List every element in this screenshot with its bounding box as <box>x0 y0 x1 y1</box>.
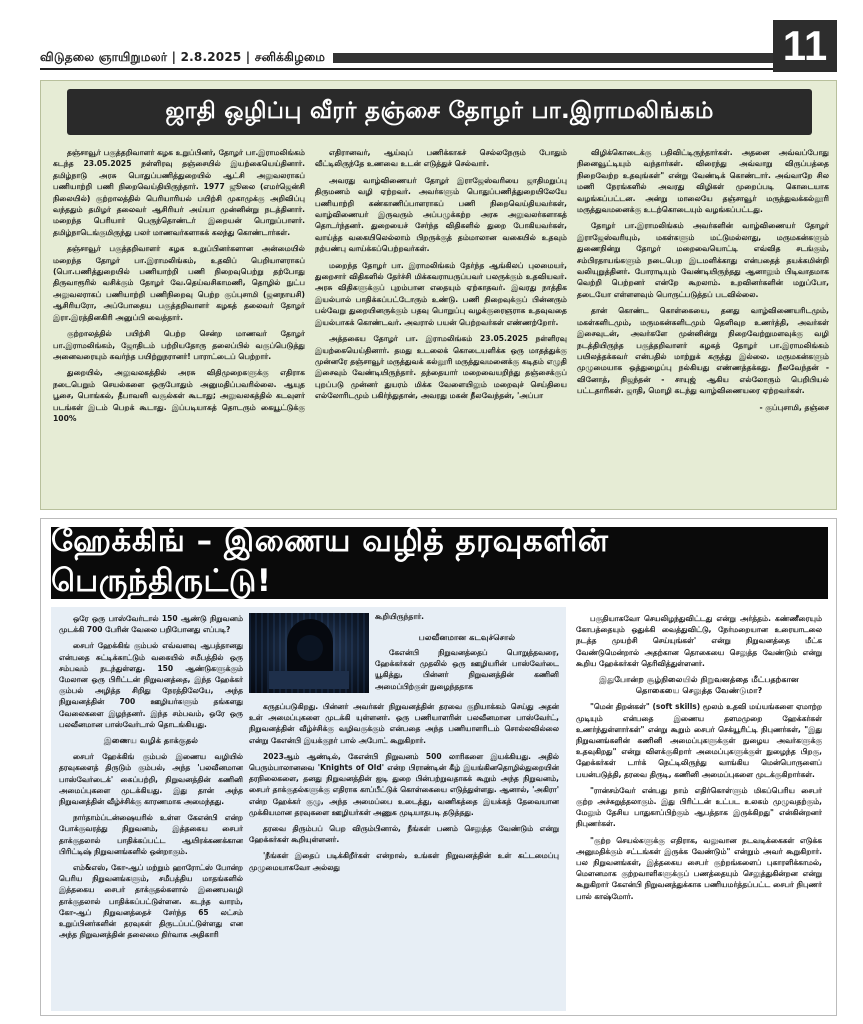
paragraph: தரவை திரும்பப் பெற விரும்பினால், நீங்கள் பணம் செலுத்த வேண்டும் என்று ஹேக்கர்கள் கூறியுள்ளனர். <box>249 824 559 845</box>
paragraph: "மென் திறன்கள்" (soft skills) மூலம் உதவி மய்யங்களை ஏமாற்ற முடியும் என்பதை இணைய தளமமுறை ஹேக்கர்கள் உணர்ந்துள்ளார்கள்" என்று கூறும் சைபர் செக்யூரிட்டி நிபுணர்கள், "இது நிறுவனங்களின் கணினி அமைப்புகளுக்குள் நுழைய அவர்களுக்கு உதவுகிறது" என்று விளக்குகிறார் அமைப்புகளுக்குள் நுழைந்த பிறகு, ஹேக்கர்கள் டார்க் நெட்டிலிருந்து வாங்கிய மென்பொருளைப் பயன்படுத்தி, தரவை திருடி, கணினி அமைப்புகளை முடக்குகிறார்கள். <box>576 702 822 779</box>
paragraph: துறையில், அலுவலகத்தில் அரசு விதிமுறைகளுக்கு எதிராக நடைபெறும் செயல்களை ஒருபோதும் அனுமதிப்பவரில்லை. ஆயுத பூசை, பொங்கல், தீபாவளி வசூல்கள் கூடாது; அலுவலகத்தில் கடவுளர் படங்கள் இடம் பெறக் கூடாது. இப்படியாகத் தொடரும் கையூட்டுக்கு 100% <box>53 368 305 423</box>
hacking-right-panel <box>570 607 828 1011</box>
paragraph: அவரது வாழ்விணையர் தோழர் இராஜேஸ்வரியை ஜாதிமறுப்பு திருமணம் வழி ஏற்றவர். அவர்களும் பொதுப்பணித்துறையிலேயே பணியாற்றி கண்காணிப்பாளராகப் பணி நிறைவெய்தியவர்கள், வாழ்விணையர் இருவரும் அப்பழுக்கற்ற அரசு அலுவலர்களாகத் தொடர்ந்தனர். துறையைச் சேர்ந்த விதிகளில் துறை போகியவர்கள், வாய்த்த வகையிலெல்லாம் பிறருக்குத் தம்மாலான வகையில் உதவும் நற்பண்பு வாய்க்கப்பெற்றவர்கள். <box>315 175 567 254</box>
laptop-icon <box>269 671 349 689</box>
hacking-column-2-narrow <box>375 647 559 699</box>
paragraph: எம்&எஸ், கோ-ஆப் மற்றும் ஹாரோட்ஸ் போன்ற பெரிய நிறுவனங்களும், சமீபத்திய மாதங்களில் இத்தகைய சைபர் தாக்குதல்களால் இணையவழி தாக்குதலால் பாதிக்கப்பட்டுள்ளன. கடந்த வாரம், கோ-ஆப் நிறுவனத்தைச் சேர்ந்த 65 லட்சம் உறுப்பினர்களின் தரவுகள் திருடப்பட்டுள்ளது என அந்த நிறுவனத்தின் தலைமை நிர்வாக அதிகாரி <box>59 863 243 940</box>
paragraph: தஞ்சாவூர் பகுத்தறிவாளர் கழக உறுப்பினர்களான அன்மையில் மறைந்த தோழர் பா.இராமலிங்கம், உதவிப் பெறியாளராகப் (பொ.பணித்துறையில் பணியாற்றி பணி நிறைவுபெற்று தற்போது திருவாரூரில் வசிக்கும் தோழர் வே.தெய்வசிகாமணி, தொழில் நுட்ப அலுவலராகப் பணியாற்றி பணிநிறைவு பெற்ற குப்புசாமி (ஜனநாயசி) ஆசிரியரோ, அப்போதைய பகுத்தறிவாளர் கழகத் தலைவர் தோழர் இரா.இரத்தினகிரி அனுப்பி வைத்தார். <box>53 244 305 322</box>
subheading: இணைய வழிக் தாக்குதல் <box>103 735 199 746</box>
paragraph: கூறியிருந்தார். <box>375 612 425 621</box>
article-obituary-columns <box>53 147 829 505</box>
paragraph: 2023ஆம் ஆண்டில், கேஎன்பி நிறுவனம் 500 லாரிகளை இயக்கியது. அதில் பெரும்பாலானவை 'Knights of Old' என்ற பிராண்டின் கீழ் இயங்கினதொழில்துறையின் தரநிலைகளை, தனது நிறுவனத்தின் ஐடி துறை பின்பற்றுவதாகக் கூறும் அந்த நிறுவனம், சைபர் தாக்குதல்களுக்கு எதிராக காப்பீட்டுக் கொள்கையை எடுத்துள்ளது. ஆனால், 'அகிரா' என்ற ஹேக்கர் குழு, அந்த அமைப்பை உடைத்து, வணிகத்தை இயக்கத் தேவையான முக்கியமான தரவுகளை ஊழியர்கள் அணுக முடியாதபடி தடுத்தது. <box>249 751 559 817</box>
obituary-column-1 <box>53 147 305 505</box>
obituary-column-3 <box>577 147 829 505</box>
paragraph: தான் கொண்ட கொள்கையை, தனது வாழ்விணையரிடமும், மகள்களிடமும், மருமகன்களிடமும் தெளிவுற உணர்த்தி, அவர்கள் இசைவுடன், அவர்களே முன்னின்று நிறைவேற்றுமளவுக்கு வழி நடத்தியிருந்த பகுத்தறிவாளர் கழகத் தோழர் பா.இராமலிங்கம் பயிலத்தக்கவர் என்பதில் மாற்றுக் கருத்து இல்லை. மருமகன்களும் முழுமையாக ஒத்துழைப்பு நல்கியது எண்ணத்தக்கது. நீலவேந்தன் - வினோத், நிஜந்தன் - சாயுஜ் ஆகிய எல்லோரும் பெறிபியல் பட்டதாரிகள். ஜாதி, மொழி கடந்து வாழ்விணையரை ஏற்றவர்கள். <box>577 306 829 396</box>
paragraph: கருதப்படுகிறது. பின்னர் அவர்கள் நிறுவனத்தின் தரவை குறியாக்கம் செய்து அதன் உள் அமைப்புகளை முடக்கி யுள்ளனர். ஒரு பணியாளரின் பலவீனமான பாஸ்வேர்ட், நிறுவனத்தின் வீழ்ச்சிக்கு வழிவகுக்கும் என்பதை அந்த பணியாளரிடம் சொல்லவில்லை என்று கேஎன்பி இயக்குநர் பால் அபோட் கூறுகிறார். <box>249 702 559 745</box>
paragraph: 'நீங்கள் இதைப் படிக்கிறீர்கள் என்றால், உங்கள் நிறுவனத்தின் உள் கட்டமைப்பு முழுமையாகவோ அல்லது <box>249 851 559 872</box>
paragraph: எதிரானவர், ஆய்வுப் பணிக்காகச் செல்லநேரும் போதும் வீட்டிலிருந்தே உணவை உடன் எடுத்துச் செல்வார். <box>315 148 567 169</box>
article-obituary-title: ஜாதி ஒழிப்பு வீரர் தஞ்சை தோழர் பா.இராமலிங்கம் <box>67 89 812 135</box>
paragraph: கேஎன்பி நிறுவனத்தைப் பொறுத்தவரை, ஹேக்கர்கள் முதலில் ஒரு ஊழியரின் பாஸ்வேர்டை யூகித்து, பின்னர் நிறுவனத்தின் கணினி அமைப்பிற்குள் நுழைந்ததாக <box>375 648 559 691</box>
article-hacking-title: ஹேக்கிங் – இணைய வழித் தரவுகளின் பெருந்திருட்டு! <box>51 527 828 599</box>
masthead-text: விடுதலை ஞாயிறுமலர் | 2.8.2025 | சனிக்கிழமை <box>40 50 326 64</box>
paragraph: சைபர் ஹேக்கிங் கும்பல் இணைய வழியில் தரவுகளைத் திருடும் கும்பல், அந்த 'பலவீனமான பாஸ்வேர்டைக்' கைப்பற்றி, நிறுவனத்தின் கணினி அமைப்புகளை முடக்கியது. இது தான் அந்த நிறுவனத்தின் வீழ்ச்சிக்கு காரணமாக அமைந்தது. <box>59 752 243 807</box>
hacker-image <box>249 613 369 693</box>
article-hacking <box>40 518 837 1016</box>
paragraph: குற்றாலத்தில் பயிற்சி பெற்ற சென்ற மாணவர் தோழர் பா.இராமலிங்கம், ஜோதிடம் பற்றியதோரு தலைப்பில் வகுப்பெடுத்து அனைவரையும் கவர்ந்த பயிற்றுநரானர்! பாராட்டைப் பெற்றார். <box>53 329 305 361</box>
paragraph: "ரான்சம்வேர் என்பது நாம் எதிர்கொள்ளும் மிகப்பெரிய சைபர் குற்ற அச்சுறுத்தலாகும். இது பிரிட்டன் உட்பட உலகம் முழுவதற்கும், மேலும் தேசிய பாதுகாப்பிற்கும் ஆபத்தாக இருக்கிறது" என்கின்றனர் நிபுணர்கள். <box>576 785 822 829</box>
paragraph: மறைந்த தோழர் பா. இராமலிங்கம் தேர்ந்த ஆங்கிலப் புலமையர், துறைசார் விதிகளில் தேர்ச்சி மிக்கவராயருப்பவர் பலருக்கும் உதவியவர். அரசு விதிகளுக்குப் புறம்பான எதையும் ஏற்காதவர். இவரது நாத்திக இயல்பால் பாதிக்கப்பட்டோரும் உண்டு. பணி நிறைவுக்குப் பின்னரும் பல்வேறு துறையினருக்கும் பதவு பொறுப்பு வழக்குரைஞராக உதவுவதை இயல்பாகக் கொண்டவர். அவரால் பயன் பெற்றவர்கள் எண்ணற்றோர். <box>315 260 567 327</box>
hacking-left-panel <box>51 607 566 1011</box>
article-obituary <box>40 80 837 510</box>
hacking-column-2-subhead-wrap <box>375 629 559 645</box>
paragraph: நார்தாம்ப்டன்ஷையரில் உள்ள கேஎன்பி என்ற போக்குவரத்து நிறுவனம், இத்தகைய சைபர் தாக்குதலால் பாதிக்கப்பட்ட ஆயிரக்கணக்கான பிரிட்டிஷ் நிறுவனங்களில் ஒன்றாகும். <box>59 813 243 856</box>
article-hacking-body <box>51 607 828 1011</box>
masthead <box>40 48 774 70</box>
hacking-column-2-top <box>375 611 559 629</box>
question-subheading: இதுபோன்ற சூழ்நிலையில் நிறுவனத்தை மீட்பதற்கான தொகையை செலுத்த வேண்டுமா? <box>599 674 799 696</box>
hacking-column-3 <box>576 613 822 1007</box>
paragraph: பகுதியாகவோ செயலிழந்துவிட்டது என்று அர்த்தம். கண்ணீரையும் கோபத்தையும் ஒதுக்கி வைத்துவிட்டு, நேர்மறையான உரையாடலை நடத்த முயற்சி செய்யுங்கள்' என்று நிறுவனத்தை மீட்க வேண்டுமென்றால் அதற்கான தொகையை செலுத்த வேண்டும் என்று கூறிய ஹேக்கர்கள் தெரிவித்துள்ளனர். <box>576 614 822 668</box>
hacking-column-2 <box>249 701 559 1007</box>
paragraph: சைபர் ஹேக்கிங் கும்பல் எவ்வளவு ஆபத்தானது என்பதை சுட்டிக்காட்டும் வகையில் சமீபத்தில் ஒரு சம்பவம் நடந்துள்ளது. 150 ஆண்டுகளுக்கும் மேலான ஒரு பிரிட்டன் நிறுவனத்தை, இந்த ஹேக்கர் கும்பல் அழித்த சிறிது நேரத்திலேயே, அந்த நிறுவனத்தின் 700 ஊழியர்களும் தங்களது வேலைகளை இழந்தனர். இந்த சம்பவம், ஒரே ஒரு பலவீனமான பாஸ்வேர்டால் தொடங்கியது. <box>59 641 243 729</box>
paragraph: அத்தகைய தோழர் பா. இராமலிங்கம் 23.05.2025 நள்ளிரவு இயற்கையெய்தினார். தமது உடலைக் கொடையளிக்க ஒரு மாதத்துக்கு முன்னரே தஞ்சாவூர் மருத்துவக் கல்லூரி மருத்துவமனைக்கு கடிதம் எழுதி இசைவும் வேண்டியிருந்தார். தந்தையார் மறைவையறிந்து தஞ்சைக்குப் புறப்படு முன்னர் துயரம் மிக்க வேளையிலும் மறைவுச் செய்தியை எல்லோரிடமும் பகிர்ந்துதான், அவரது மகன் நீலவேந்தன், 'அப்பா <box>315 334 567 401</box>
paragraph: தஞ்சாவூர் பகுத்தறிவாளர் கழக உறுப்பினர், தோழர் பா.இராமலிங்கம் கடந்த 23.05.2025 நள்ளிரவு தஞ்சையில் இயற்கையெய்தினார். தமிழ்நாடு அரசு பொதுப்பணித்துறையில் ஆட்சி அலுவலராகப் பணியாற்றி பணி நிறைவெய்தியிருந்தார். 1977 ஜூலை (எமர்ஜென்சி நிலையில்) குற்றாலத்தில் பெரியாரியல் பயிற்சி முகாமுக்கு அறிவிப்பு வந்ததும் தமிழர் தலைவர் ஆசிரியர் அய்யா முன்னின்று நடத்தினார். மறைந்த பெரியார் பெருந்தொண்டர் இறையன் பொறுப்பாளர். தமிழ்நாடெங்குமிருந்து பலர் மாணவர்களாகக் கலந்து கொண்டார்கள். <box>53 148 305 237</box>
paragraph: விழிக்கொடைக்கு பதிவிட்டிருந்தார்கள். அதனை அவ்வப்போது நினைவூட்டியும் வந்தார்கள். விரைந்து அவ்வாறு விருப்பத்தை நிறைவேற்ற உதவுங்கள்" என்று வேண்டிக் கொண்டார். அவ்வாறே சில மணி நேரங்களில் அவரது விழிகள் முறைப்படி கொடையாக வழங்கப்பட்டன. அன்று மாலையே தஞ்சாவூர் மருத்துவக்கல்லூரி மருத்துவமனைக்கு உடற்கொடையும் வழங்கப்பட்டது. <box>577 148 829 215</box>
hacking-column-1 <box>59 613 243 1007</box>
paragraph: ஒரே ஒரு பாஸ்வேர்டால் 150 ஆண்டு நிறுவனம் முடக்கி 700 பேரின் வேலை பறிபோனது எப்படி? <box>59 614 243 635</box>
author-signature: - குப்புசாமி, தஞ்சை <box>759 402 829 412</box>
masthead-rule <box>333 53 774 63</box>
obituary-column-2 <box>315 147 567 505</box>
face-shadow <box>297 635 323 661</box>
paragraph: "குற்ற செயல்களுக்கு எதிராக, வலுவான நடவடிக்கைகள் எடுக்க அனுமதிக்கும் சட்டங்கள் இருக்க வேண்டும்" என்றும் அவர் கூறுகிறார். பல நிறுவனங்கள், இத்தகைய சைபர் குற்றங்களைப் புகாரளிக்காமல், மௌனமாக குற்றவாளிகளுக்குப் பணத்தையும் செலுத்துகின்றன என்று கூறுகிறார் கேஎன்பி நிறுவனத்துக்காக பணியமர்த்தப்பட்ட சைபர் நிபுணர் பால் காஷ்மோர். <box>576 835 822 901</box>
page-number: 11 <box>773 20 837 72</box>
paragraph: தோழர் பா.இராமலிங்கம் அவர்களின் வாழ்விணையர் தோழர் இராஜேஸ்வரியும், மகள்களும் மட்டுமல்லாது, மருமகன்களும் துணைநின்று தோழர் மறைவையொட்டி எவ்வித சடங்கும், சம்பிரதாயங்களும் நடைபெற இடமளிக்காது என்பதைத் தயக்கமின்றி வலியுறுத்தினர். போராடியும் வேண்டியிருந்தது ஆனாலும் பிடிவாதமாக வெற்றி பெற்றனர் என்றே கூறலாம். உறவினர்களின் மறுப்போ, தடையோ எள்ளளவும் பொருட்படுத்தப் படவில்லை. <box>577 221 829 299</box>
subheading: பலவீனமான கடவுச்சொல் <box>418 632 516 642</box>
